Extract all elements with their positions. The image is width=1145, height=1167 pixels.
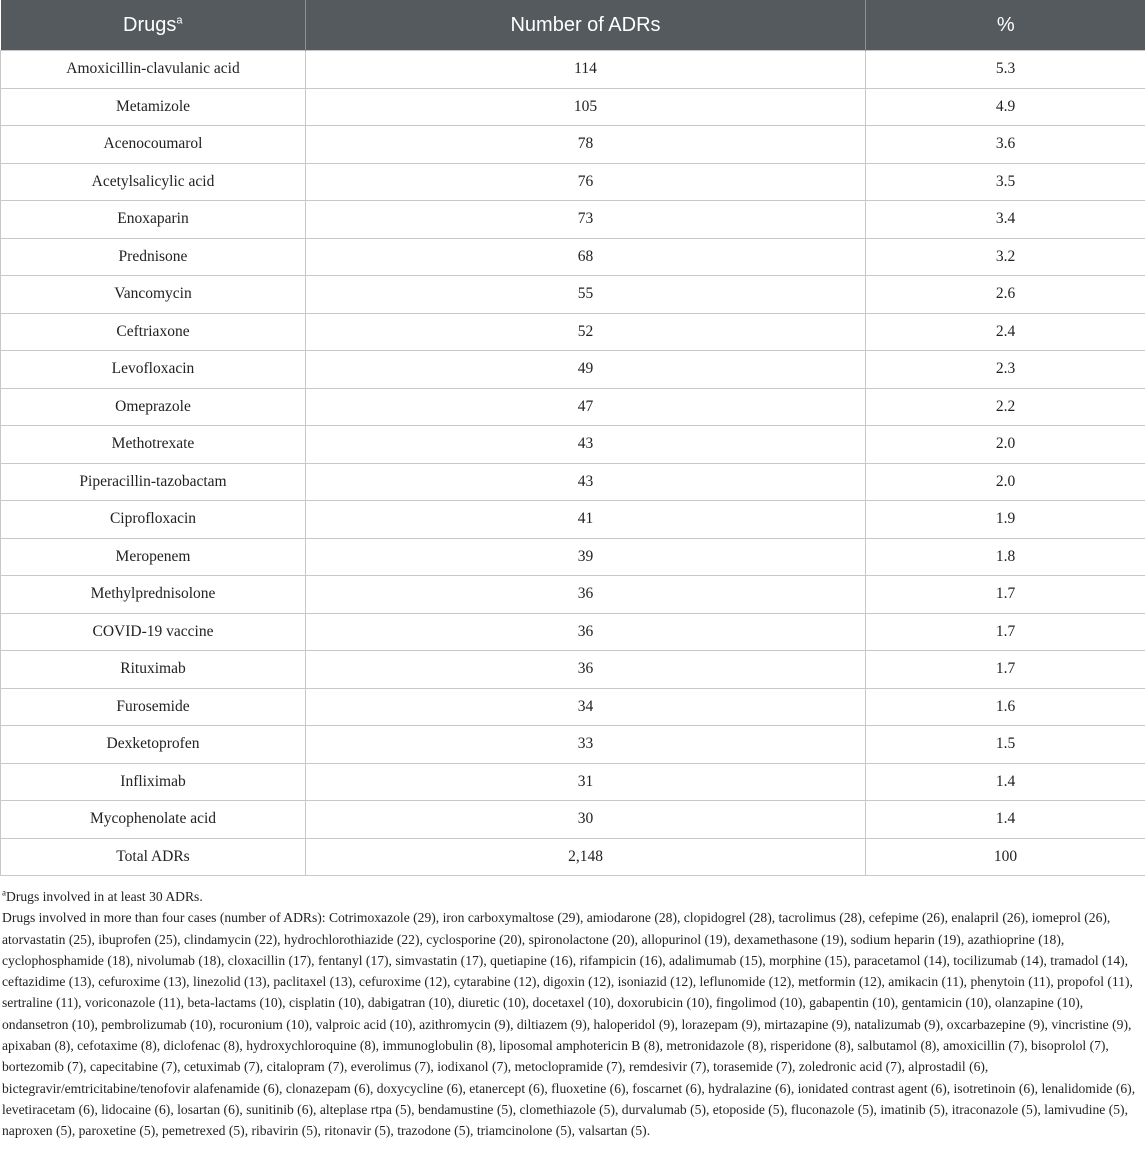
cell-number-of-adrs: 43: [306, 426, 866, 464]
table-row: [1, 651, 1145, 689]
table-body: [1, 51, 1145, 876]
cell-number-of-adrs: 31: [306, 763, 866, 801]
cell-percent: 100: [866, 838, 1145, 876]
cell-number-of-adrs: 43: [306, 463, 866, 501]
cell-number-of-adrs: 39: [306, 538, 866, 576]
table-row: [1, 126, 1145, 164]
cell-number-of-adrs: 30: [306, 801, 866, 839]
cell-percent: 4.9: [866, 88, 1145, 126]
cell-number-of-adrs: 105: [306, 88, 866, 126]
cell-number-of-adrs: 49: [306, 351, 866, 389]
cell-number-of-adrs: 73: [306, 201, 866, 239]
header-drugs-footnote-mark: a: [176, 13, 183, 26]
table-row: [1, 613, 1145, 651]
cell-drug: Meropenem: [1, 538, 306, 576]
cell-percent: 1.5: [866, 726, 1145, 764]
table-row: [1, 538, 1145, 576]
cell-percent: 2.6: [866, 276, 1145, 314]
footnote-other-drugs: Drugs involved in more than four cases (number of ADRs): Cotrimoxazole (29), iron carboxymaltose (29), amiodarone (28), clopidogrel (28), tacrolimus (28), cefepime (26), enalapril (26), iomeprol (26), atorvastatin (25), ibuprofen (25), clindamycin (22), hydrochlorothiazide (22), cyclosporine (20), spironolactone (20), allopurinol (19), dexamethasone (19), sodium heparin (19), azathioprine (18), cyclophosphamide (18), nivolumab (18), cloxacillin (17), fentanyl (17), simvastatin (17), quetiapine (16), rifampicin (16), adalimumab (15), morphine (15), paracetamol (14), tocilizumab (14), tramadol (14), ceftazidime (13), cefuroxime (13), linezolid (13), paclitaxel (13), cefuroxime (12), cytarabine (12), digoxin (12), isoniazid (12), leflunomide (12), metformin (12), amikacin (11), phenytoin (11), propofol (11), sertraline (11), voriconazole (11), beta-lactams (10), cisplatin (10), dabigatran (10), diuretic (10), docetaxel (10), doxorubicin (10), fingolimod (10), gabapentin (10), gentamicin (10), olanzapine (10), ondansetron (10), pembrolizumab (10), rocuronium (10), valproic acid (10), azithromycin (9), diltiazem (9), haloperidol (9), lorazepam (9), mirtazapine (9), natalizumab (9), oxcarbazepine (9), vincristine (9), apixaban (8), cefotaxime (8), diclofenac (8), hydroxychloroquine (8), immunoglobulin (8), liposomal amphotericin B (8), metronidazole (8), risperidone (8), salbutamol (8), amoxicillin (7), bisoprolol (7), bortezomib (7), capecitabine (7), cetuximab (7), citalopram (7), everolimus (7), iodixanol (7), metoclopramide (7), remdesivir (7), torasemide (7), zoledronic acid (7), alprostadil (6), bictegravir/emtricitabine/tenofovir alafenamide (6), clonazepam (6), doxycycline (6), etanercept (6), fluoxetine (6), foscarnet (6), hydralazine (6), ionidated contrast agent (6), isotretinoin (6), lenalidomide (6), levetiracetam (6), lidocaine (6), losartan (6), sunitinib (6), alteplase rtpa (5), bendamustine (5), clomethiazole (5), durvalumab (5), etoposide (5), fluconazole (5), imatinib (5), itraconazole (5), lamivudine (5), naproxen (5), paroxetine (5), pemetrexed (5), ribavirin (5), ritonavir (5), trazodone (5), triamcinolone (5), valsartan (5).: [2, 910, 1136, 1139]
cell-percent: 1.8: [866, 538, 1145, 576]
cell-percent: 2.4: [866, 313, 1145, 351]
cell-drug: Total ADRs: [1, 838, 306, 876]
cell-percent: 1.9: [866, 501, 1145, 539]
cell-number-of-adrs: 2,148: [306, 838, 866, 876]
cell-drug: Dexketoprofen: [1, 726, 306, 764]
cell-percent: 2.0: [866, 426, 1145, 464]
cell-drug: Levofloxacin: [1, 351, 306, 389]
cell-drug: Acetylsalicylic acid: [1, 163, 306, 201]
cell-drug: Omeprazole: [1, 388, 306, 426]
table-row: [1, 463, 1145, 501]
table-row: [1, 351, 1145, 389]
cell-percent: 2.0: [866, 463, 1145, 501]
cell-percent: 1.7: [866, 651, 1145, 689]
footnote-a: [2, 886, 1143, 907]
cell-number-of-adrs: 41: [306, 501, 866, 539]
cell-number-of-adrs: 55: [306, 276, 866, 314]
table-row: [1, 763, 1145, 801]
cell-number-of-adrs: 36: [306, 613, 866, 651]
cell-drug: Prednisone: [1, 238, 306, 276]
cell-drug: Vancomycin: [1, 276, 306, 314]
table-row: [1, 501, 1145, 539]
cell-percent: 3.5: [866, 163, 1145, 201]
header-percent: %: [866, 0, 1145, 51]
cell-drug: Ciprofloxacin: [1, 501, 306, 539]
cell-number-of-adrs: 114: [306, 51, 866, 89]
cell-percent: 1.4: [866, 801, 1145, 839]
cell-number-of-adrs: 76: [306, 163, 866, 201]
cell-number-of-adrs: 36: [306, 651, 866, 689]
cell-percent: 1.4: [866, 763, 1145, 801]
table-row: [1, 88, 1145, 126]
cell-percent: 3.4: [866, 201, 1145, 239]
table-row: [1, 688, 1145, 726]
cell-percent: 3.6: [866, 126, 1145, 164]
table-footnotes: [0, 876, 1145, 1142]
cell-number-of-adrs: 52: [306, 313, 866, 351]
footnote-a-text: Drugs involved in at least 30 ADRs.: [6, 889, 203, 904]
header-drugs-label: Drugs: [123, 13, 177, 36]
cell-drug: Rituximab: [1, 651, 306, 689]
cell-percent: 2.3: [866, 351, 1145, 389]
cell-drug: Furosemide: [1, 688, 306, 726]
cell-drug: Methylprednisolone: [1, 576, 306, 614]
cell-number-of-adrs: 47: [306, 388, 866, 426]
cell-drug: Acenocoumarol: [1, 126, 306, 164]
cell-number-of-adrs: 78: [306, 126, 866, 164]
cell-drug: Piperacillin-tazobactam: [1, 463, 306, 501]
cell-percent: 1.6: [866, 688, 1145, 726]
table-row: [1, 426, 1145, 464]
cell-drug: Methotrexate: [1, 426, 306, 464]
header-row: [1, 0, 1145, 51]
table-row: [1, 576, 1145, 614]
table-row: [1, 51, 1145, 89]
table-row: [1, 838, 1145, 876]
cell-percent: 3.2: [866, 238, 1145, 276]
table-row: [1, 201, 1145, 239]
cell-drug: Ceftriaxone: [1, 313, 306, 351]
cell-percent: 5.3: [866, 51, 1145, 89]
cell-number-of-adrs: 34: [306, 688, 866, 726]
cell-percent: 2.2: [866, 388, 1145, 426]
cell-percent: 1.7: [866, 576, 1145, 614]
table-row: [1, 276, 1145, 314]
cell-percent: 1.7: [866, 613, 1145, 651]
header-drugs: [1, 0, 306, 51]
cell-drug: Metamizole: [1, 88, 306, 126]
cell-number-of-adrs: 36: [306, 576, 866, 614]
cell-drug: COVID-19 vaccine: [1, 613, 306, 651]
footnote-a-mark: a: [2, 887, 6, 898]
table-row: [1, 313, 1145, 351]
cell-drug: Enoxaparin: [1, 201, 306, 239]
table-row: [1, 238, 1145, 276]
table-row: [1, 801, 1145, 839]
cell-drug: Infliximab: [1, 763, 306, 801]
cell-drug: Mycophenolate acid: [1, 801, 306, 839]
cell-number-of-adrs: 68: [306, 238, 866, 276]
table-row: [1, 388, 1145, 426]
table-row: [1, 163, 1145, 201]
table-row: [1, 726, 1145, 764]
cell-drug: Amoxicillin-clavulanic acid: [1, 51, 306, 89]
table-header: [1, 0, 1145, 51]
header-number-of-adrs: Number of ADRs: [306, 0, 866, 51]
cell-number-of-adrs: 33: [306, 726, 866, 764]
